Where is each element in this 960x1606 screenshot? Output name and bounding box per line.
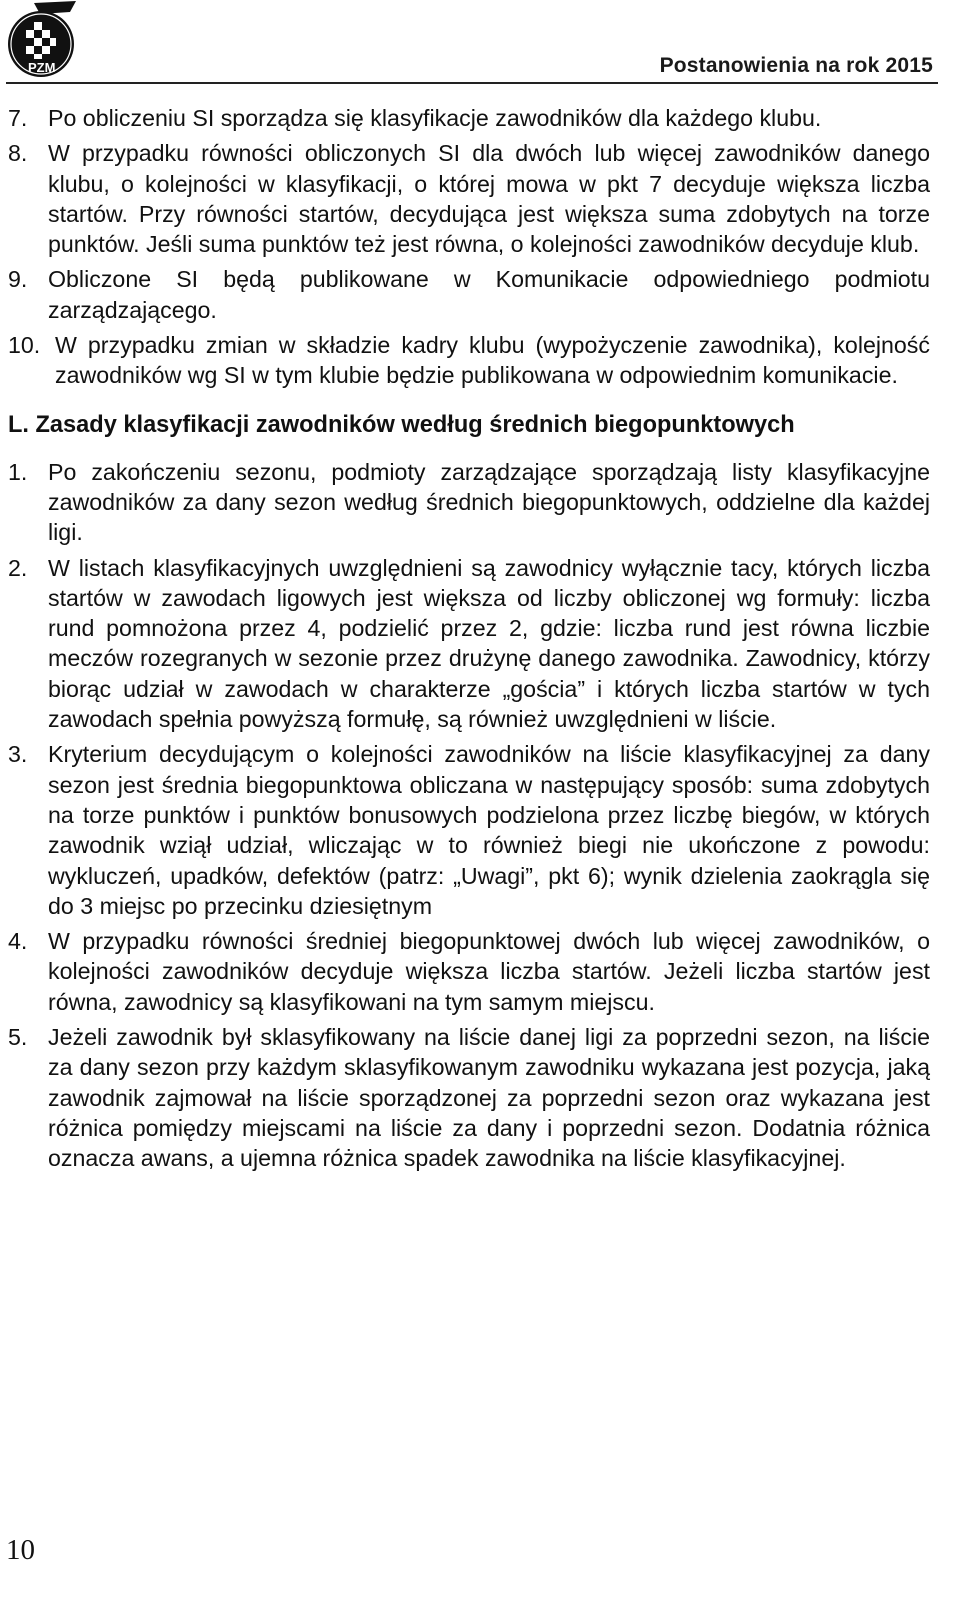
page-header xyxy=(0,0,960,86)
list-item xyxy=(8,103,930,133)
item-text: W przypadku zmian w składzie kadry klubu (wypożyczenie zawodnika), kolejność zawodników wg SI w tym klubie będzie publikowana w odpowiednim komunikacie. xyxy=(55,332,930,389)
item-number: 10. xyxy=(8,332,41,359)
list-item xyxy=(8,330,930,391)
item-text: Po obliczeniu SI sporządza się klasyfikacje zawodników dla każdego klubu. xyxy=(48,105,822,131)
item-text: Obliczone SI będą publikowane w Komunikacie odpowiedniego podmiotu zarządzającego. xyxy=(48,266,930,323)
item-number: 5. xyxy=(8,1024,28,1051)
svg-text:PZM: PZM xyxy=(28,60,56,75)
list-item xyxy=(8,926,930,1017)
document-title: Postanowienia na rok 2015 xyxy=(659,54,933,77)
document-body xyxy=(8,103,930,1174)
item-number: 8. xyxy=(8,140,28,167)
item-number: 3. xyxy=(8,741,28,768)
list-item xyxy=(8,739,930,921)
item-text: Po zakończeniu sezonu, podmioty zarządzające sporządzają listy klasyfikacyjne zawodników za dany sezon według średnich biegopunktowych, oddzielne dla każdej ligi. xyxy=(48,458,930,546)
item-number: 4. xyxy=(8,928,28,955)
list-item xyxy=(8,264,930,325)
header-divider xyxy=(6,82,938,84)
item-number: 2. xyxy=(8,554,28,581)
list-item xyxy=(8,553,930,735)
item-text: Jeżeli zawodnik był sklasyfikowany na liście danej ligi za poprzedni sezon, na liście za dany sezon przy każdym sklasyfikowanym zawodniku wykazana jest pozycja, jaką zawodnik zajmował na liście sporządzonej za poprzedni sezon oraz wykazana jest różnica pomiędzy miejscami na liście za dany i poprzedni sezon. Dodatnia różnica oznacza awans, a ujemna różnica spadek zawodnika na liście klasyfikacyjnej. xyxy=(48,1024,930,1172)
pzm-logo-icon xyxy=(4,0,78,84)
item-number: 1. xyxy=(8,458,28,485)
item-text: W przypadku równości obliczonych SI dla dwóch lub więcej zawodników danego klubu, o kolejności w klasyfikacji, o której mowa w pkt 7 decyduje większa liczba startów. Przy równości startów, decydująca jest większa suma zdobytych na torze punktów. Jeśli suma punktów też jest równa, o kolejności zawodników decyduje klub. xyxy=(48,140,930,258)
item-text: W przypadku równości średniej biegopunktowej dwóch lub więcej zawodników, o kolejności zawodników decyduje większa liczba startów. Jeżeli liczba startów jest równa, zawodnicy są klasyfikowani na tym samym miejscu. xyxy=(48,928,930,1015)
page-number: 10 xyxy=(6,1534,35,1566)
section-heading: L. Zasady klasyfikacji zawodników według średnich biegopunktowych xyxy=(8,411,795,438)
list-item xyxy=(8,1022,930,1173)
item-text: Kryterium decydującym o kolejności zawodników na liście klasyfikacyjnej za dany sezon jest średnia biegopunktowa obliczana w następujący sposób: suma zdobytych na torze punktów i punktów bonusowych podzielona przez liczbę biegów, w których zawodnik wziął udział, wliczając w to również biegi nie ukończone z powodu: wykluczeń, upadków, defektów (patrz: „Uwagi”, pkt 6); wynik dzielenia zaokrągla się do 3 miejsc po przecinku dziesiętnym xyxy=(48,741,930,919)
list-item xyxy=(8,457,930,548)
item-number: 7. xyxy=(8,105,28,131)
list-item xyxy=(8,138,930,259)
item-number: 9. xyxy=(8,266,28,293)
item-text: W listach klasyfikacyjnych uwzględnieni są zawodnicy wyłącznie tacy, których liczba startów w zawodach ligowych jest większa od liczby obliczonej wg formuły: liczba rund pomnożona przez 4, podzielić przez 2, gdzie: liczba rund jest równa liczbie meczów rozegranych w sezonie przez drużynę danego zawodnika. Zawodnicy, którzy biorąc udział w zawodach w charakterze „gościa” i których liczba startów w tych zawodach spełnia powyższą formułę, są również uwzględnieni w liście. xyxy=(48,554,930,733)
